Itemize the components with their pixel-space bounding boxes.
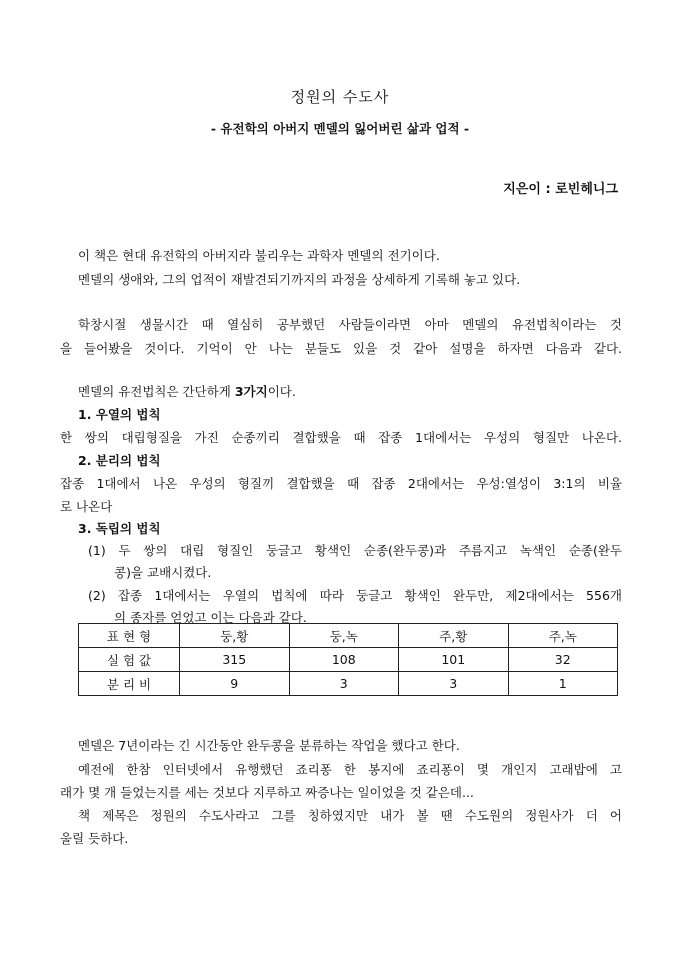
laws-intro-post: 이다. — [267, 384, 296, 399]
table-header-cell: 주,황 — [399, 624, 509, 648]
table-header-row — [79, 624, 618, 648]
author-line: 지은이 : 로빈헤니그 — [503, 182, 618, 197]
law-1-text: 한 쌍의 대립형질을 가진 순종끼리 결합했을 때 잡종 1대에서는 우성의 형질만 나온다. — [60, 430, 622, 445]
table-cell: 3 — [289, 672, 399, 696]
law-3-item-2-line-1: (2) 잡종 1대에서는 우열의 법칙에 따라 둥글고 황색인 완두만, 제2대에서는 556개 — [88, 588, 622, 603]
outro-line-3: 래가 몇 개 들었는지를 세는 것보다 지루하고 짜증나는 일이었을 것 같은데... — [60, 785, 474, 800]
laws-intro-count: 3가지 — [234, 384, 268, 399]
table-cell: 분 리 비 — [79, 672, 180, 696]
law-1-heading: 1. 우열의 법칙 — [78, 407, 161, 422]
table-cell: 32 — [508, 648, 618, 672]
page-title: 정원의 수도사 — [290, 88, 390, 106]
law-2-text-line-1: 잡종 1대에서 나온 우성의 형질끼 결합했을 때 잡종 2대에서는 우성:열성이 3:1의 비율 — [60, 476, 622, 491]
table-header-cell: 주,녹 — [508, 624, 618, 648]
outro-line-5: 울릴 듯하다. — [60, 831, 129, 846]
table-cell: 1 — [508, 672, 618, 696]
law-2-heading: 2. 분리의 법칙 — [78, 453, 161, 468]
laws-intro-pre: 멘델의 유전법칙은 간단하게 — [78, 384, 235, 399]
laws-intro — [78, 382, 640, 400]
page-subtitle: - 유전학의 아버지 멘델의 잃어버린 삶과 업적 - — [210, 121, 470, 136]
outro-line-4: 책 제목은 정원의 수도사라고 그를 칭하였지만 내가 볼 땐 수도원의 정원사가 더 어 — [78, 808, 622, 823]
table-header-cell: 둥,황 — [180, 624, 290, 648]
table-cell: 315 — [180, 648, 290, 672]
outro-line-2: 예전에 한참 인터넷에서 유행했던 죠리퐁 한 봉지에 죠리퐁이 몇 개인지 고래밥에 고 — [78, 762, 622, 777]
law-3-item-1-line-2: 콩)을 교배시켰다. — [114, 565, 212, 580]
table-cell: 3 — [399, 672, 509, 696]
law-3-item-1-line-1: (1) 두 쌍의 대립 형질인 둥글고 황색인 순종(완두콩)과 주름지고 녹색인 순종(완두 — [88, 543, 622, 558]
law-3-heading: 3. 독립의 법칙 — [78, 521, 161, 536]
paragraph-2-line-2: 을 들어봤을 것이다. 기억이 안 나는 분들도 있을 것 같아 설명을 하자면 다음과 같다. — [60, 341, 622, 356]
paragraph-2-line-1: 학창시절 생물시간 때 열심히 공부했던 사람들이라면 아마 멘델의 유전법칙이라는 것 — [78, 317, 622, 332]
table-cell: 101 — [399, 648, 509, 672]
table-header-cell: 둥,녹 — [289, 624, 399, 648]
intro-line-1: 이 책은 현대 유전학의 아버지라 불리우는 과학자 멘델의 전기이다. — [78, 248, 440, 263]
table-row — [79, 648, 618, 672]
law-3-item-2-line-2: 의 종자를 얻었고 이는 다음과 같다. — [114, 610, 307, 625]
table-cell: 실 험 값 — [79, 648, 180, 672]
table-cell: 9 — [180, 672, 290, 696]
phenotype-table — [78, 623, 618, 696]
intro-line-2: 멘델의 생애와, 그의 업적이 재발견되기까지의 과정을 상세하게 기록해 놓고 있다. — [78, 272, 521, 287]
table-header-cell: 표 현 형 — [79, 624, 180, 648]
law-2-text-line-2: 로 나온다 — [60, 499, 113, 514]
table-row — [79, 672, 618, 696]
table-cell: 108 — [289, 648, 399, 672]
outro-line-1: 멘델은 7년이라는 긴 시간동안 완두콩을 분류하는 작업을 했다고 한다. — [78, 738, 460, 753]
